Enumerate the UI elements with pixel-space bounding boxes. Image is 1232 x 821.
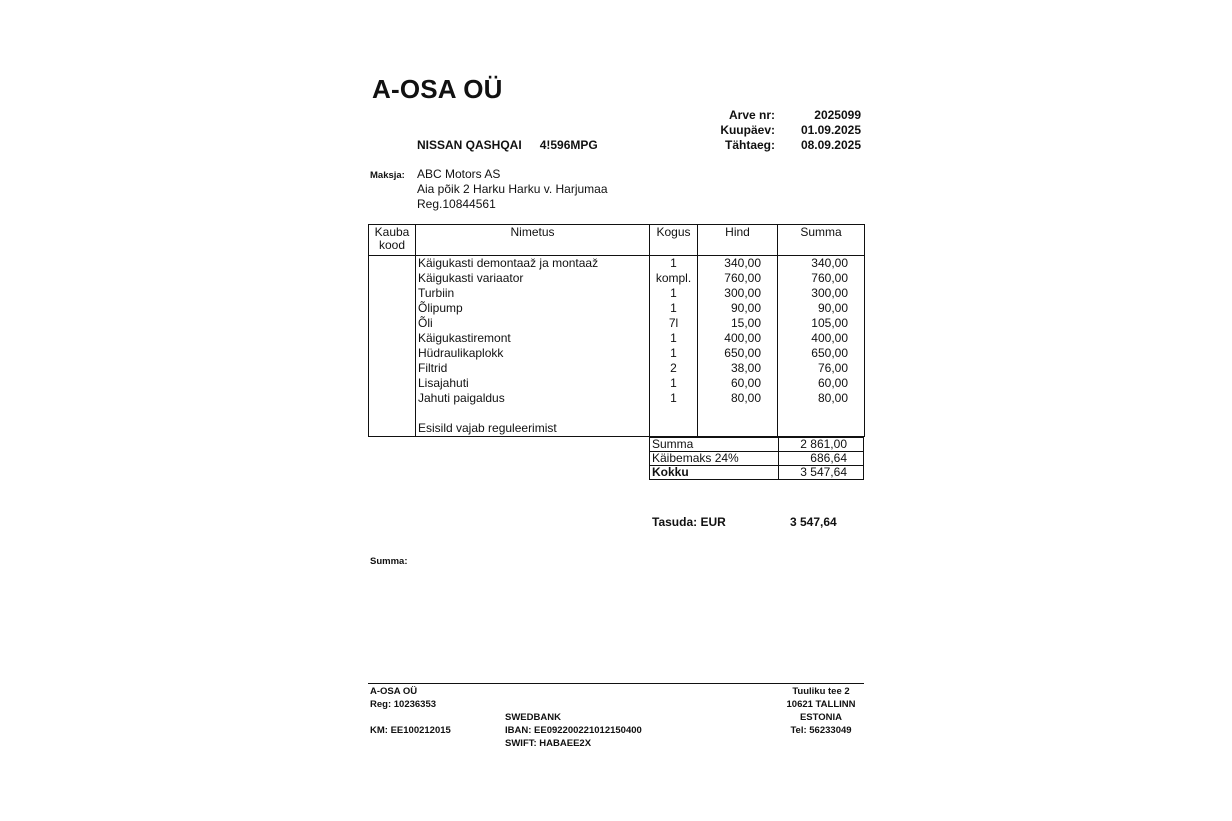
row-price: 400,00 xyxy=(698,331,778,346)
payment-label: Tasuda: EUR xyxy=(652,515,726,529)
invoice-number: 2025099 xyxy=(814,108,861,122)
row-price: 80,00 xyxy=(698,391,778,406)
note-text: Esisild vajab reguleerimist xyxy=(416,421,650,437)
table-row xyxy=(369,271,865,286)
footer-city: 10621 TALLINN xyxy=(786,699,856,710)
header-name: Nimetus xyxy=(416,225,650,256)
row-sum: 400,00 xyxy=(778,331,865,346)
row-price: 340,00 xyxy=(698,256,778,272)
row-qty: 1 xyxy=(650,286,698,301)
table-header-row xyxy=(369,225,865,256)
row-sum: 105,00 xyxy=(778,316,865,331)
invoice-due-date: 08.09.2025 xyxy=(800,138,861,152)
row-sum: 80,00 xyxy=(778,391,865,406)
row-name: Õli xyxy=(416,316,650,331)
row-name: Jahuti paigaldus xyxy=(416,391,650,406)
payer-address: Aia põik 2 Harku Harku v. Harjumaa xyxy=(417,182,608,196)
summa-words-label: Summa: xyxy=(370,556,408,567)
footer-swift: SWIFT: HABAEE2X xyxy=(505,738,592,749)
items-table-wrapper xyxy=(368,224,864,437)
totals-table xyxy=(649,437,864,480)
invoice-number-label: Arve nr: xyxy=(728,108,775,122)
row-sum: 90,00 xyxy=(778,301,865,316)
vehicle-model: NISSAN QASHQAI xyxy=(417,138,522,152)
vehicle-plate: 4!596MPG xyxy=(539,138,598,152)
table-row xyxy=(369,391,865,406)
subtotal-label: Summa xyxy=(650,438,779,452)
row-price: 300,00 xyxy=(698,286,778,301)
row-name: Käigukasti demontaaž ja montaaž xyxy=(416,256,650,272)
header-qty: Kogus xyxy=(650,225,698,256)
header-sum: Summa xyxy=(778,225,865,256)
subtotal-value: 2 861,00 xyxy=(779,438,864,452)
row-qty: 1 xyxy=(650,376,698,391)
row-name: Käigukasti variaator xyxy=(416,271,650,286)
vehicle-info xyxy=(417,138,598,152)
row-sum: 340,00 xyxy=(778,256,865,272)
row-sum: 650,00 xyxy=(778,346,865,361)
row-name: Filtrid xyxy=(416,361,650,376)
table-row xyxy=(369,256,865,272)
vat-label: Käibemaks 24% xyxy=(650,452,779,466)
invoice-date: 01.09.2025 xyxy=(800,123,861,137)
row-qty: 7l xyxy=(650,316,698,331)
row-qty: 1 xyxy=(650,256,698,272)
row-price: 38,00 xyxy=(698,361,778,376)
row-sum: 76,00 xyxy=(778,361,865,376)
row-price: 90,00 xyxy=(698,301,778,316)
table-row-note xyxy=(369,421,865,437)
vat-value: 686,64 xyxy=(779,452,864,466)
table-row xyxy=(369,286,865,301)
row-price: 60,00 xyxy=(698,376,778,391)
footer-iban: IBAN: EE092200221012150400 xyxy=(505,725,642,736)
row-sum: 760,00 xyxy=(778,271,865,286)
table-row-empty xyxy=(369,406,865,421)
table-row xyxy=(369,316,865,331)
row-qty: 1 xyxy=(650,331,698,346)
row-name: Hüdraulikaplokk xyxy=(416,346,650,361)
invoice-date-label: Kuupäev: xyxy=(720,123,775,137)
table-row xyxy=(369,346,865,361)
footer-bank: SWEDBANK xyxy=(505,712,561,723)
payment-amount: 3 547,64 xyxy=(790,515,837,529)
table-row xyxy=(369,301,865,316)
footer-country: ESTONIA xyxy=(799,712,843,723)
total-value: 3 547,64 xyxy=(779,466,864,480)
footer-reg: Reg: 10236353 xyxy=(370,699,437,710)
total-label: Kokku xyxy=(650,466,779,480)
row-price: 760,00 xyxy=(698,271,778,286)
table-row xyxy=(369,361,865,376)
row-price: 650,00 xyxy=(698,346,778,361)
table-row xyxy=(369,376,865,391)
footer-tel: Tel: 56233049 xyxy=(790,725,852,736)
row-qty: kompl. xyxy=(650,271,698,286)
payer-block xyxy=(417,167,608,212)
footer-street: Tuuliku tee 2 xyxy=(792,686,850,697)
footer-company: A-OSA OÜ xyxy=(370,686,418,697)
payer-label: Maksja: xyxy=(370,170,405,181)
row-qty: 1 xyxy=(650,301,698,316)
row-sum: 60,00 xyxy=(778,376,865,391)
table-row xyxy=(369,331,865,346)
payer-reg: Reg.10844561 xyxy=(417,197,496,211)
row-name: Lisajahuti xyxy=(416,376,650,391)
row-qty: 1 xyxy=(650,346,698,361)
payer-name: ABC Motors AS xyxy=(417,167,501,181)
company-name: A-OSA OÜ xyxy=(372,74,503,104)
row-price: 15,00 xyxy=(698,316,778,331)
vat-row xyxy=(650,452,864,466)
row-qty: 2 xyxy=(650,361,698,376)
row-sum: 300,00 xyxy=(778,286,865,301)
items-table xyxy=(368,224,865,437)
header-code: Kauba kood xyxy=(369,225,416,256)
footer-divider xyxy=(368,683,864,684)
invoice-due-label: Tähtaeg: xyxy=(724,138,775,152)
footer-km: KM: EE100212015 xyxy=(370,725,451,736)
row-name: Turbiin xyxy=(416,286,650,301)
total-row xyxy=(650,466,864,480)
subtotal-row xyxy=(650,438,864,452)
row-qty: 1 xyxy=(650,391,698,406)
row-name: Käigukastiremont xyxy=(416,331,650,346)
header-price: Hind xyxy=(698,225,778,256)
row-name: Õlipump xyxy=(416,301,650,316)
